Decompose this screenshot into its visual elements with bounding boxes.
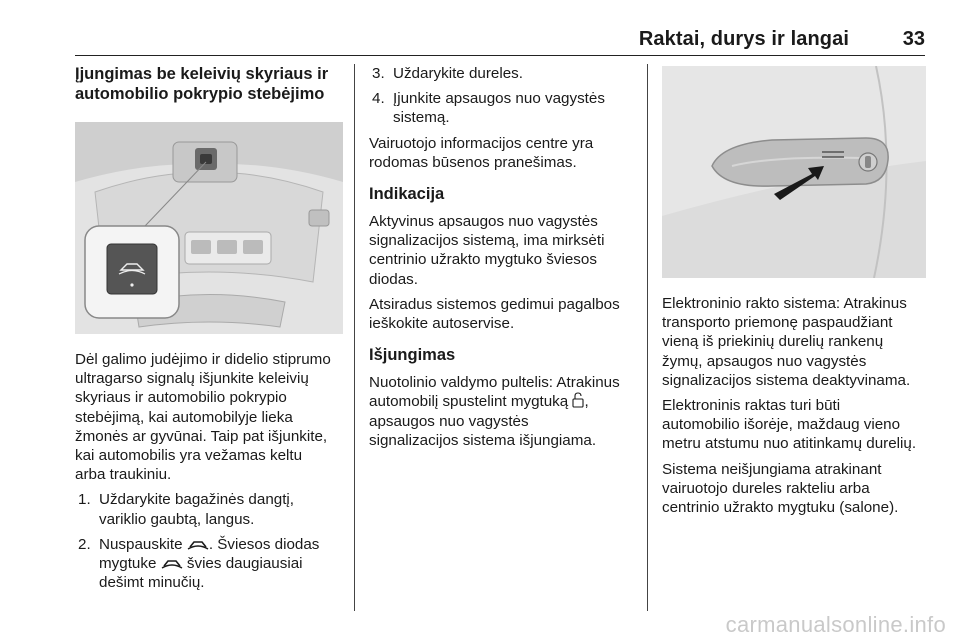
list-item: 2. Nuspauskite . Šviesos diodas mygtuke švies daugiausiai dešimt minučių.: [78, 535, 320, 592]
paragraph: Sistema neišjungiama atrakinant vairuotojo dureles rakteliu arba centrinio užrakto mygtuku (salone).: [662, 460, 899, 517]
column-1: [75, 64, 343, 598]
list-item: 4. Įjunkite apsaugos nuo vagystės sistemą.: [372, 90, 605, 127]
column-2: [369, 64, 637, 456]
car-tilt-icon: [161, 558, 183, 570]
paragraph: Vairuotojo informacijos centre yra rodomas būsenos pranešimas.: [369, 134, 594, 171]
door-handle-illustration: [662, 66, 926, 278]
column-3: [662, 64, 927, 523]
ordered-list: [75, 490, 343, 592]
car-tilt-icon: [187, 539, 209, 551]
page-number: 33: [902, 28, 925, 50]
overhead-console-illustration: [75, 122, 343, 334]
paragraph: Aktyvinus apsaugos nuo vagystės signalizacijos sistemą, ima mirksėti centrinio užrakto mygtuko šviesos diodas.: [369, 213, 605, 288]
paragraph: Dėl galimo judėjimo ir didelio stiprumo ultragarso signalų išjunkite keleivių skyriaus ir automobilio pokrypio stebėjimą, kai automobilyje lieka žmonės ar gyvūnai. Taip pat išjunkite, kai automobilis yra vežamas keltu arba traukiniu.: [75, 351, 331, 484]
paragraph: Nuotolinio valdymo pultelis: Atrakinus automobilį spustelint mygtuką , apsaugos nuo vagystės signalizacijos sistema išjungiama.: [369, 374, 620, 449]
subheading-deactivation: Išjungimas: [369, 346, 456, 365]
paragraph: Elektroninis raktas turi būti automobilio išorėje, maždaug vieno metru atstumu nuo atitinkamų durelių.: [662, 397, 917, 453]
column-divider: [647, 64, 648, 611]
list-item: 1. Uždarykite bagažinės dangtį, variklio gaubtą, langus.: [78, 491, 295, 528]
column-divider: [354, 64, 355, 611]
page-header: [75, 25, 925, 56]
section-heading: Įjungimas be keleivių skyriaus ir automobilio pokrypio stebėjimo: [75, 65, 329, 103]
list-item: 3. Uždarykite dureles.: [372, 65, 523, 82]
paragraph: Atsiradus sistemos gedimui pagalbos ieškokite autoservise.: [369, 295, 620, 333]
ordered-list: [369, 64, 637, 128]
paragraph: Elektroninio rakto sistema: Atrakinus transporto priemonę paspaudžiant vieną iš priekinių durelių rankenų žymų, apsaugos nuo vagystės signalizacijos sistema deaktyvinama.: [662, 295, 911, 389]
watermark: carmanualsonline.info: [725, 612, 946, 637]
chapter-title: Raktai, durys ir langai: [638, 28, 849, 50]
unlock-icon: [572, 392, 584, 408]
subheading-indication: Indikacija: [369, 185, 445, 204]
